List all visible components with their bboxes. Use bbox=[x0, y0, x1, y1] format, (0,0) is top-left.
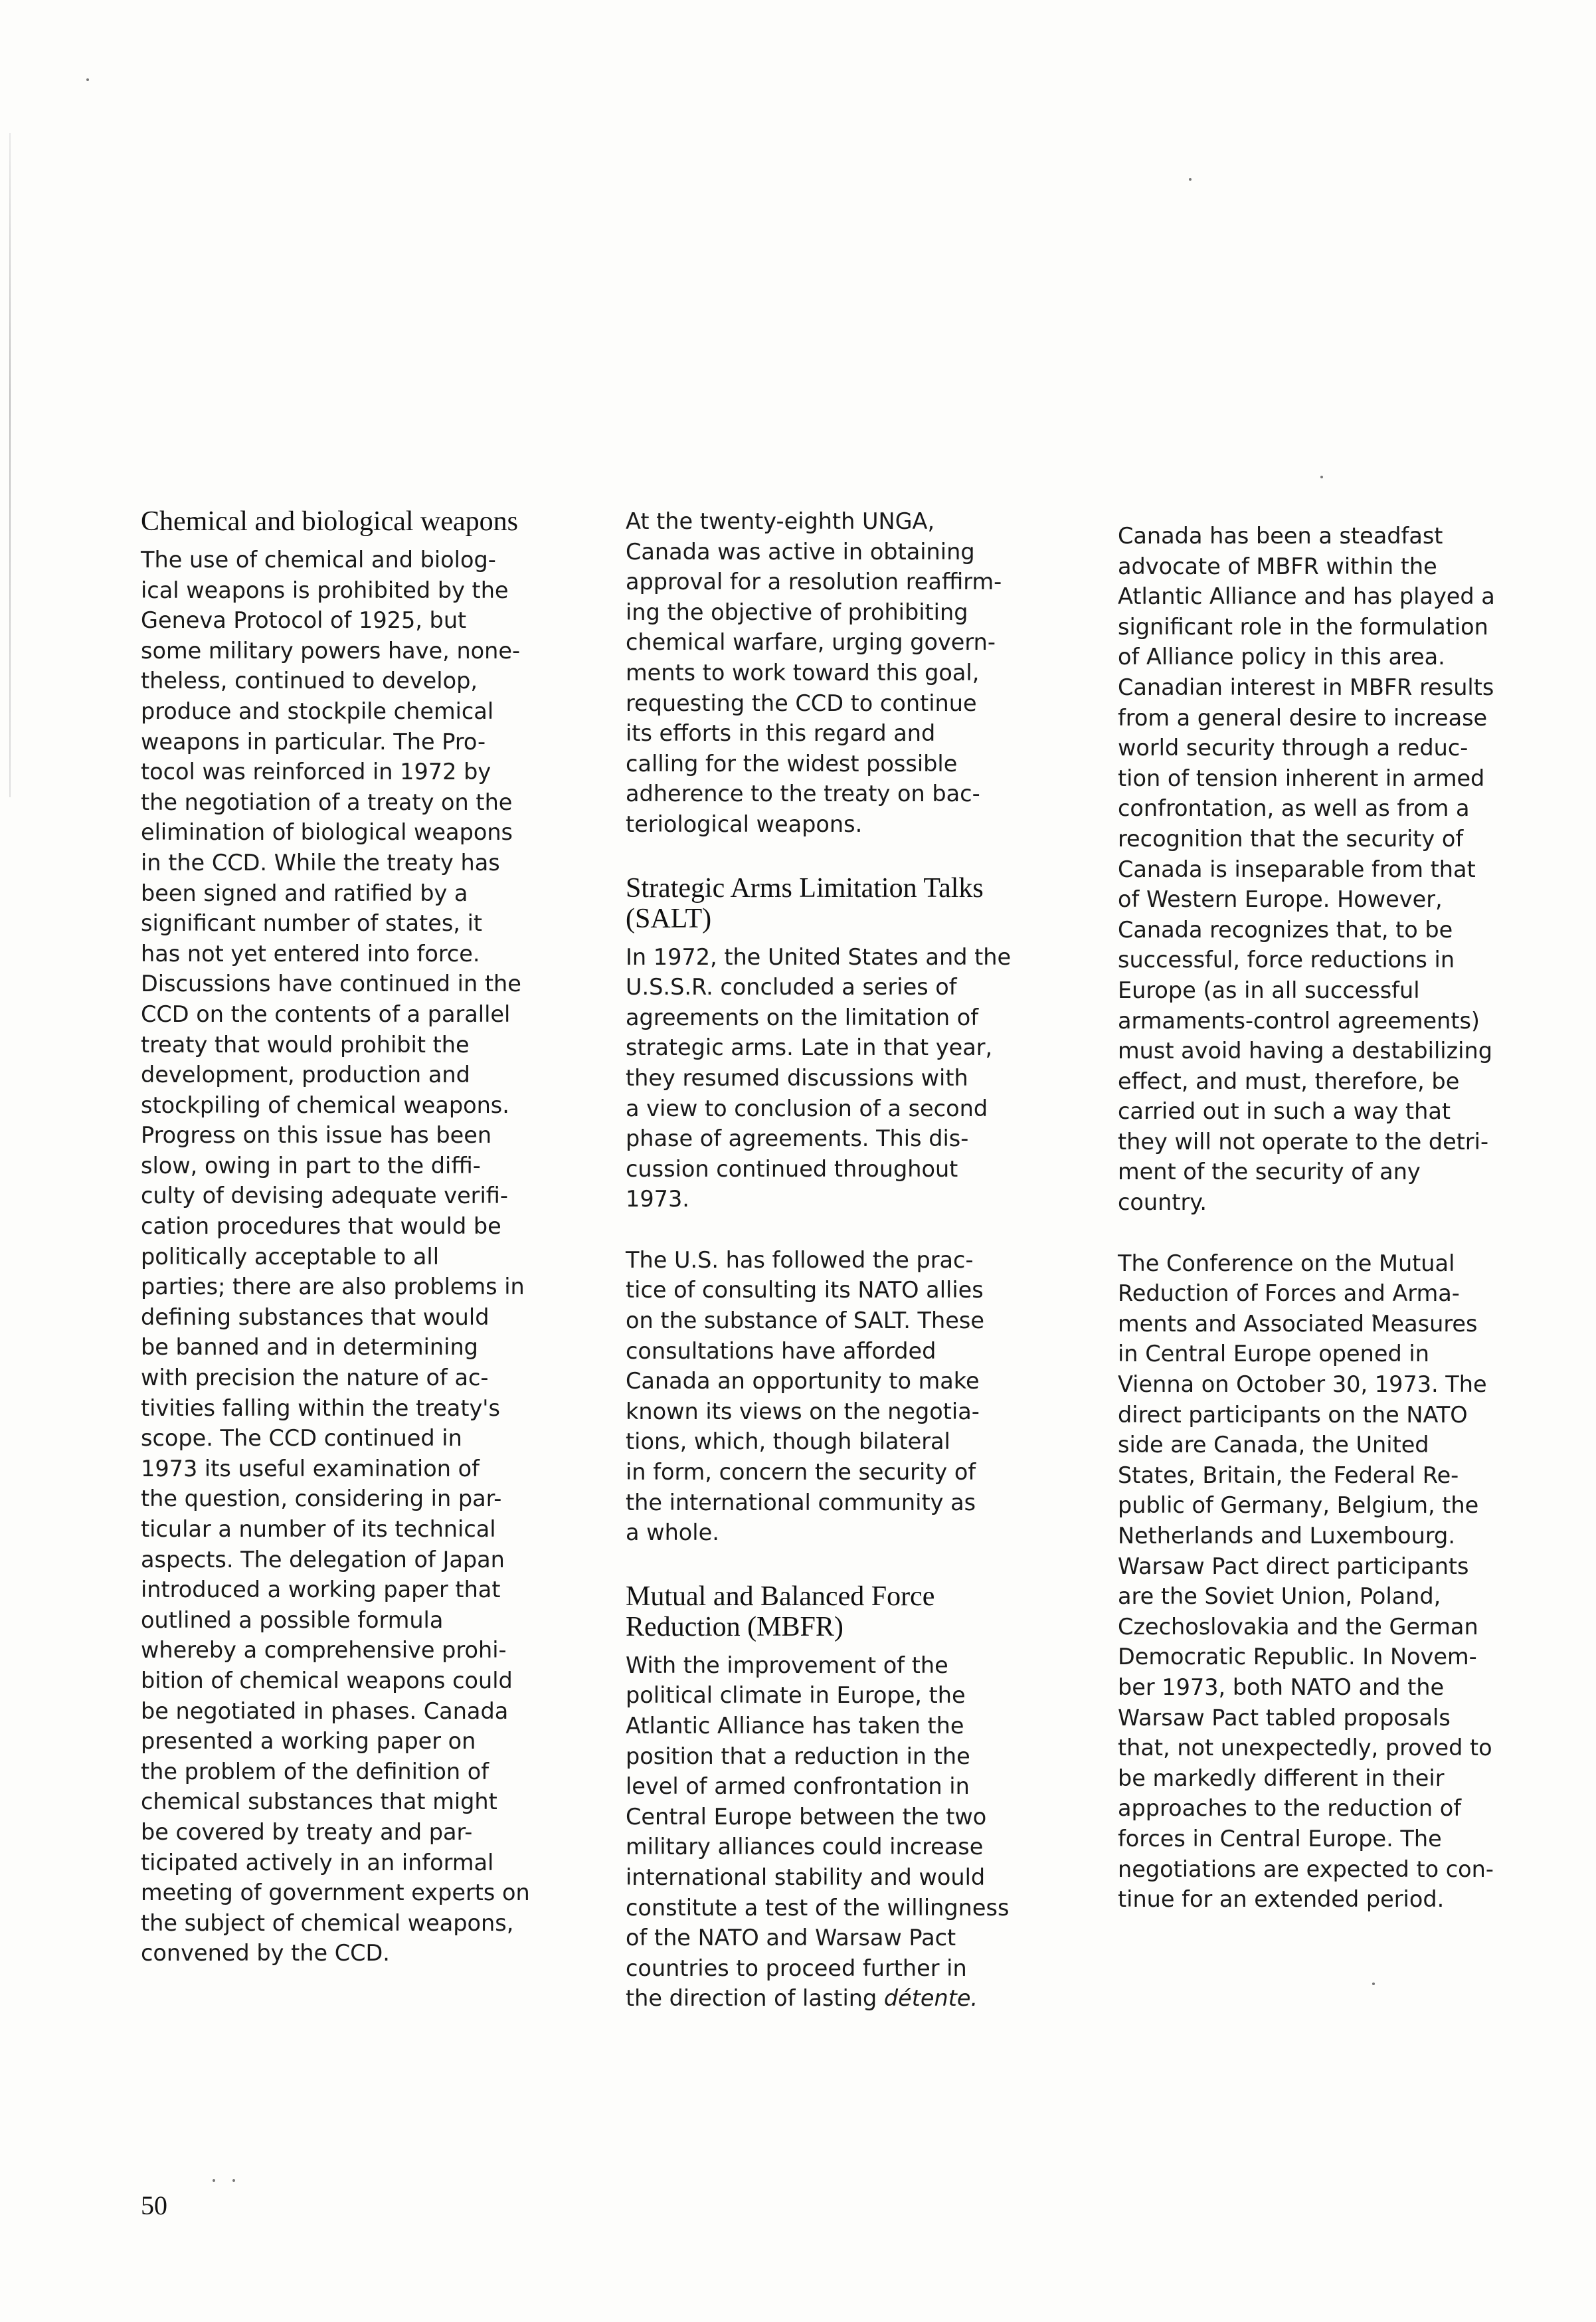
chemical-weapons-paragraph: The use of chemical and biolog- ical weapons is prohibited by the Geneva Protocol of 1925, but some military powers have, none- theless, continued to develop, produce and stockpile chemical weapons in particular. The Pro- tocol was reinforced in 1972 by the negotiation of a treaty on the elimination of biological weapons in the CCD. While the treaty has been signed and ratified by a significant number of states, it has not yet entered into force. Discussions have continued in the CCD on the contents of a parallel treaty that would prohibit the development, production and stockpiling of chemical weapons. Progress on this issue has been slow, owing in part to the diffi- culty of devising adequate verifi- cation procedures that would be politically acceptable to all parties; there are also problems in defining substances that would be banned and in determining with precision the nature of ac- tivities falling within the treaty's scope. The CCD continued in 1973 its useful examination of the question, considering in par- ticular a number of its technical aspects. The delegation of Japan introduced a working paper that outlined a possible formula whereby a comprehensive prohi- bition of chemical weapons could be negotiated in phases. Canada presented a working paper on the problem of the definition of chemical substances that might be covered by treaty and par- ticipated actively in an informal meeting of government experts on the subject of chemical weapons, convened by the CCD. bbox=[141, 547, 530, 1967]
page-number: 50 bbox=[141, 2190, 167, 2220]
left-column bbox=[141, 506, 612, 1969]
salt-paragraph-2: The U.S. has followed the prac- tice of consulting its NATO allies on the substance of SALT. These consultations have afforded Canada an opportunity to make known its views on the negotia- tions, which, though bilateral in form, concern the security of the international community as a whole. bbox=[626, 1246, 984, 1546]
conference-paragraph: The Conference on the Mutual Reduction of Forces and Arma- ments and Associated Measures in Central Europe opened in Vienna on October 30, 1973. The direct participants on the NATO side are Canada, the United States, Britain, the Federal Re- public of Germany, Belgium, the Netherlands and Luxembourg. Warsaw Pact direct participants are the Soviet Union, Poland, Czechoslovakia and the German Democratic Republic. In Novem- ber 1973, both NATO and the Warsaw Pact tabled proposals that, not unexpectedly, proved to be markedly different in their approaches to the reduction of forces in Central Europe. The negotiations are expected to con- tinue for an extended period. bbox=[1118, 1250, 1494, 1913]
section-heading-mbfr: Mutual and Balanced Force Reduction (MBFR) bbox=[626, 1581, 935, 1642]
mbfr-paragraph-1 bbox=[626, 1650, 1097, 2014]
scan-speck bbox=[1189, 178, 1192, 181]
section-heading-chemical-biological: Chemical and biological weapons bbox=[141, 506, 519, 537]
scan-speck bbox=[213, 2179, 215, 2182]
right-column bbox=[1118, 521, 1556, 1915]
detente-italic: détente. bbox=[883, 1985, 978, 2012]
mbfr-paragraph-text: With the improvement of the political climate in Europe, the Atlantic Alliance has taken the position that a reduction in the level of armed confrontation in Central Europe between the two military alliances could increase international stability and would constitute a test of the willingness of the NATO and Warsaw Pact countries to proceed further in the direction of lasting bbox=[626, 1652, 1010, 2012]
salt-paragraph-1: In 1972, the United States and the U.S.S.R. concluded a series of agreements on the limitation of strategic arms. Late in that year, they resumed discussions with a view to conclusion of a second phase of agreements. This dis- cussion continued throughout 1973. bbox=[626, 943, 1012, 1212]
middle-column bbox=[626, 506, 1097, 2014]
canada-mbfr-paragraph: Canada has been a steadfast advocate of MBFR within the Atlantic Alliance and has played a significant role in the formulation of Alliance policy in this area. Canadian interest in MBFR results from a general desire to increase world security through a reduc- tion of tension inherent in armed confrontation, as well as from a recognition that the security of Canada is inseparable from that of Western Europe. However, Canada recognizes that, to be successful, force reductions in Europe (as in all successful armaments-control agreements) must avoid having a destabilizing effect, and must, therefore, be carried out in such a way that they will not operate to the detri- ment of the security of any country. bbox=[1118, 523, 1495, 1216]
scan-speck bbox=[1320, 476, 1323, 478]
scan-speck bbox=[1372, 1983, 1375, 1985]
scan-speck bbox=[232, 2179, 235, 2182]
scan-binding-edge bbox=[9, 133, 11, 797]
section-heading-salt: Strategic Arms Limitation Talks (SALT) bbox=[626, 872, 984, 934]
unga-paragraph: At the twenty-eighth UNGA, Canada was active in obtaining approval for a resolution reaffirm- ing the objective of prohibiting chemical warfare, urging govern- ments to work toward this goal, requesting the CCD to continue its efforts in this regard and calling for the widest possible adherence to the treaty on bac- teriological weapons. bbox=[626, 508, 1002, 837]
scan-speck bbox=[86, 78, 89, 81]
